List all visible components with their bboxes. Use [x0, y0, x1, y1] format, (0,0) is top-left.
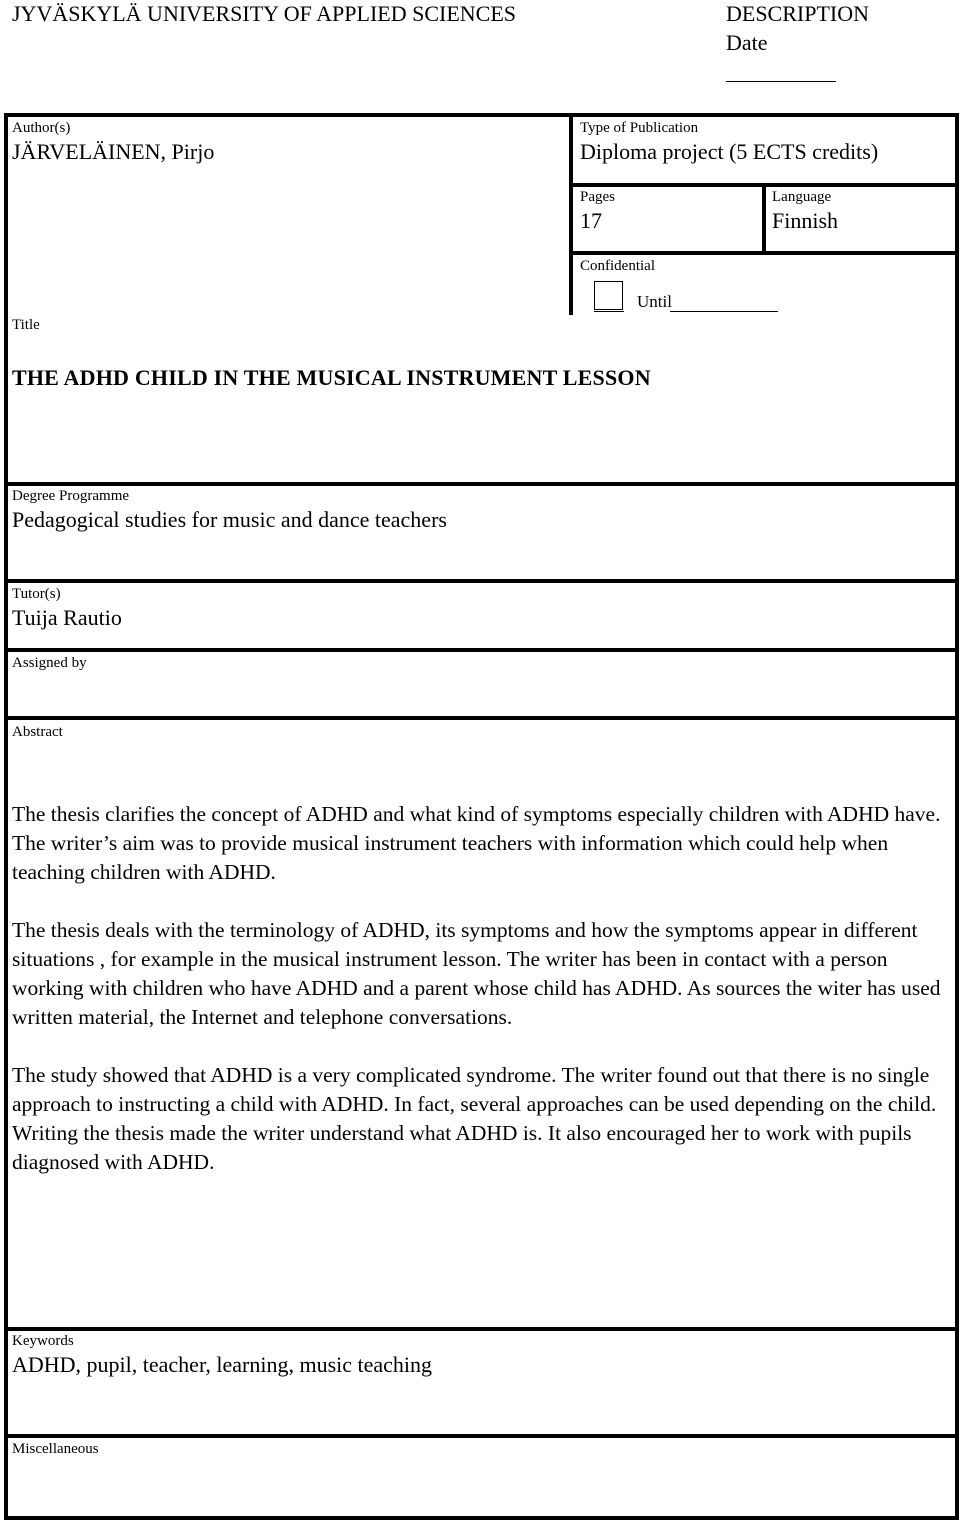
authors-value: JÄRVELÄINEN, Pirjo — [12, 139, 215, 164]
divider — [4, 482, 959, 486]
abstract-paragraph: The thesis clarifies the concept of ADHD and what kind of symptoms especially children with ADHD have. The writer’s aim was to provide musical instrument teachers with information which could help when teaching children with ADHD. — [12, 802, 941, 884]
divider — [4, 1434, 959, 1438]
language-value: Finnish — [772, 208, 839, 233]
degree-value: Pedagogical studies for music and dance teachers — [12, 507, 447, 532]
divider — [569, 113, 573, 315]
pages-value: 17 — [580, 208, 602, 233]
abstract-paragraph: The thesis deals with the terminology of ADHD, its symptoms and how the symptoms appear in different situations , for example in the musical instrument lesson. The writer has been in contact with a person working with children who have ADHD and a parent whose child has ADHD. As sources the witer has used written material, the Internet and telephone conversations. — [12, 918, 941, 1029]
confidential-label: Confidential — [580, 258, 655, 274]
date-label: Date — [726, 30, 768, 55]
tutors-value: Tuija Rautio — [12, 605, 122, 630]
publication-type-value: Diploma project (5 ECTS credits) — [580, 139, 879, 164]
degree-label: Degree Programme — [12, 488, 130, 504]
assigned-label: Assigned by — [12, 655, 87, 671]
pages-label: Pages — [580, 189, 615, 205]
abstract-text — [12, 800, 942, 1206]
university-name: JYVÄSKYLÄ UNIVERSITY OF APPLIED SCIENCES — [12, 1, 517, 26]
publication-type-label: Type of Publication — [580, 120, 699, 136]
keywords-value: ADHD, pupil, teacher, learning, music teaching — [12, 1352, 433, 1377]
date-field-line[interactable] — [726, 81, 836, 82]
divider — [762, 183, 766, 253]
divider — [4, 1327, 959, 1331]
title-label: Title — [12, 317, 40, 333]
divider — [4, 579, 959, 583]
confidential-checkbox[interactable] — [594, 281, 623, 310]
abstract-label: Abstract — [12, 724, 63, 740]
until-label: Until — [637, 292, 672, 311]
document-type: DESCRIPTION — [726, 1, 870, 26]
abstract-paragraph: The study showed that ADHD is a very complicated syndrome. The writer found out that there is no single approach to instructing a child with ADHD. In fact, several approaches can be used depending on the child. Writing the thesis made the writer understand what ADHD is. It also encouraged her to work with pupils diagnosed with ADHD. — [12, 1063, 937, 1174]
divider — [4, 648, 959, 652]
divider — [4, 716, 959, 720]
language-label: Language — [772, 189, 832, 205]
until-field-line[interactable] — [670, 311, 778, 312]
authors-label: Author(s) — [12, 120, 71, 136]
thesis-title: THE ADHD CHILD IN THE MUSICAL INSTRUMENT LESSON — [12, 365, 651, 390]
keywords-label: Keywords — [12, 1333, 74, 1349]
tutors-label: Tutor(s) — [12, 586, 61, 602]
checkbox-underline — [594, 311, 624, 312]
divider — [569, 251, 959, 255]
misc-label: Miscellaneous — [12, 1441, 99, 1457]
